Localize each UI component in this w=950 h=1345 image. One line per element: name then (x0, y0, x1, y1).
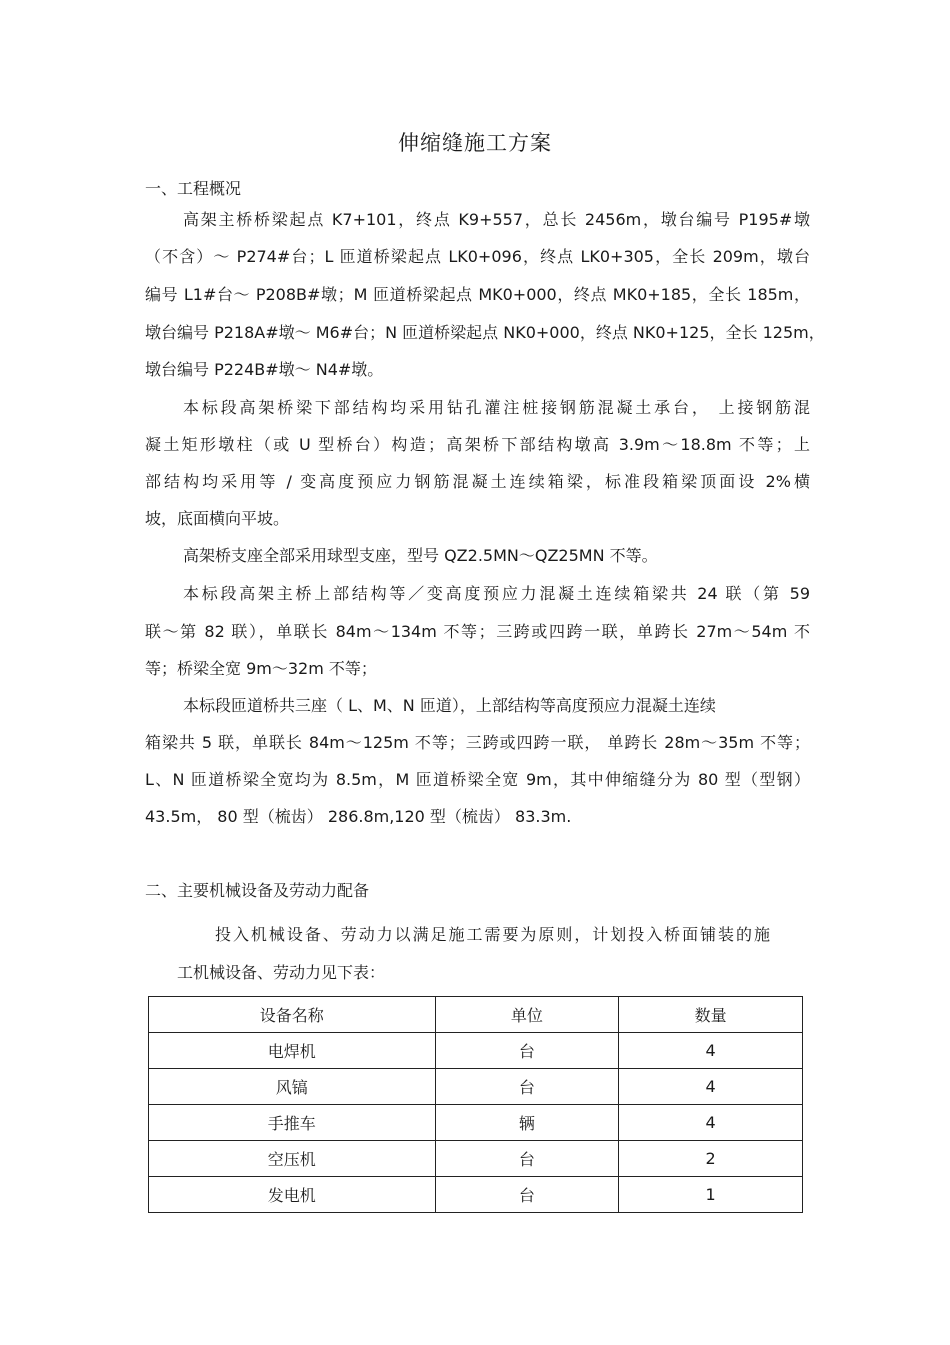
cell-quantity: 4 (619, 1105, 803, 1141)
table-row (149, 1069, 803, 1105)
table-row (149, 1141, 803, 1177)
cell-unit: 台 (435, 1141, 619, 1177)
cell-quantity: 4 (619, 1069, 803, 1105)
equipment-table (148, 996, 803, 1213)
cell-name: 电焊机 (149, 1033, 436, 1069)
paragraph-line: 投入机械设备、劳动力以满足施工需要为原则，计划投入桥面铺装的施 (215, 925, 770, 944)
cell-quantity: 1 (619, 1177, 803, 1213)
paragraph-line: 编号 L1#台～ P208B#墩；M 匝道桥梁起点 MK0+000，终点 MK0+185，全长 185m， (145, 285, 810, 304)
paragraph-line: 等；桥梁全宽 9m～32m 不等； (145, 659, 377, 678)
paragraph-line: 高架桥支座全部采用球型支座，型号 QZ2.5MN～QZ25MN 不等。 (183, 546, 658, 565)
paragraph-line: L、N 匝道桥梁全宽均为 8.5m，M 匝道桥梁全宽 9m，其中伸缩缝分为 80 型（型钢） (145, 770, 810, 789)
paragraph-line: 本标段高架主桥上部结构等／变高度预应力混凝土连续箱梁共 24 联（第 59 (183, 584, 810, 603)
table-row (149, 1105, 803, 1141)
paragraph-line: （不含）～ P274#台；L 匝道桥梁起点 LK0+096，终点 LK0+305，全长 209m，墩台 (145, 247, 810, 266)
cell-quantity: 4 (619, 1033, 803, 1069)
table-row (149, 1177, 803, 1213)
column-header-unit: 单位 (435, 997, 619, 1033)
cell-name: 发电机 (149, 1177, 436, 1213)
paragraph-line: 工机械设备、劳动力见下表： (177, 963, 386, 982)
paragraph-line: 本标段匝道桥共三座（ L、M、N 匝道），上部结构等高度预应力混凝土连续 (183, 696, 716, 715)
paragraph-line: 箱梁共 5 联，单联长 84m～125m 不等；三跨或四跨一联， 单跨长 28m～35m 不等； (145, 733, 810, 752)
cell-name: 手推车 (149, 1105, 436, 1141)
paragraph-line: 高架主桥桥梁起点 K7+101，终点 K9+557，总长 2456m，墩台编号 P195#墩 (183, 210, 810, 229)
paragraph-line: 凝土矩形墩柱（或 U 型桥台）构造；高架桥下部结构墩高 3.9m～18.8m 不等；上 (145, 435, 810, 454)
paragraph-line: 墩台编号 P224B#墩～ N4#墩。 (145, 360, 384, 379)
cell-name: 风镐 (149, 1069, 436, 1105)
paragraph-line: 43.5m， 80 型（梳齿） 286.8m,120 型（梳齿） 83.3m. (145, 807, 572, 826)
paragraph-line: 坡，底面横向平坡。 (145, 509, 290, 528)
column-header-quantity: 数量 (619, 997, 803, 1033)
cell-unit: 台 (435, 1033, 619, 1069)
column-header-name: 设备名称 (149, 997, 436, 1033)
cell-unit: 台 (435, 1177, 619, 1213)
cell-name: 空压机 (149, 1141, 436, 1177)
table-row (149, 1033, 803, 1069)
cell-quantity: 2 (619, 1141, 803, 1177)
paragraph-line: 本标段高架桥梁下部结构均采用钻孔灌注桩接钢筋混凝土承台， 上接钢筋混 (183, 398, 810, 417)
section-heading-equipment: 二、主要机械设备及劳动力配备 (145, 881, 370, 900)
table-header-row (149, 997, 803, 1033)
cell-unit: 辆 (435, 1105, 619, 1141)
section-heading-overview: 一、工程概况 (145, 179, 242, 198)
cell-unit: 台 (435, 1069, 619, 1105)
page-title: 伸缩缝施工方案 (398, 131, 552, 155)
paragraph-line: 部结构均采用等 / 变高度预应力钢筋混凝土连续箱梁，标准段箱梁顶面设 2%横 (145, 472, 810, 491)
paragraph-line: 联～第 82 联），单联长 84m～134m 不等；三跨或四跨一联，单跨长 27m～54m 不 (145, 622, 810, 641)
paragraph-line: 墩台编号 P218A#墩～ M6#台；N 匝道桥梁起点 NK0+000，终点 NK0+125，全长 125m， (145, 323, 825, 342)
